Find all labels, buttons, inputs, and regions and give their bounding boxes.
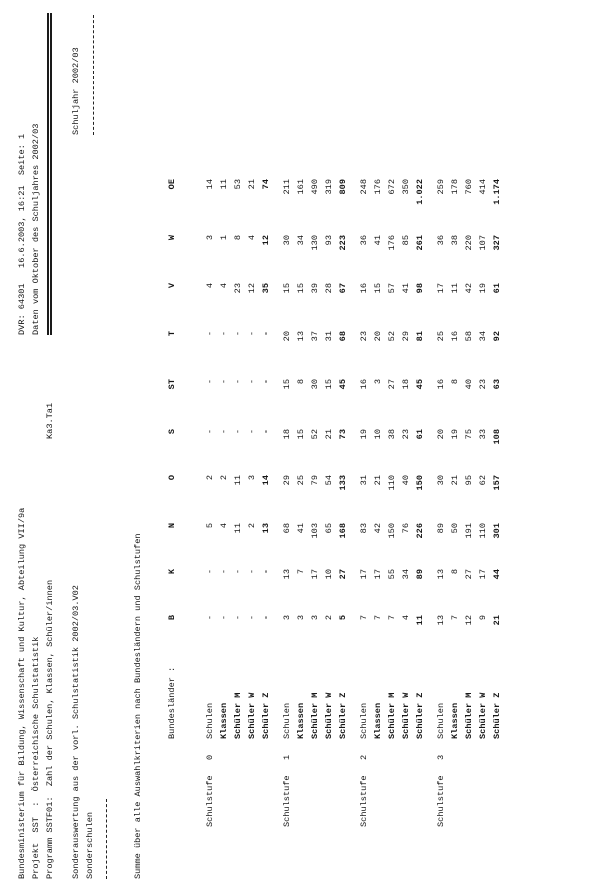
schuljahr-label: Schuljahr 2002/03	[71, 47, 81, 135]
table-cell: 108	[492, 429, 502, 445]
table-cell: 17	[436, 283, 446, 294]
table-cell: 27	[387, 379, 397, 390]
row-label: Schulen	[205, 702, 215, 739]
table-cell: -	[219, 331, 229, 337]
table-cell: -	[247, 615, 257, 621]
table-cell: 3	[373, 379, 383, 385]
table-cell: 63	[492, 379, 502, 390]
row-label: Schulen	[282, 702, 292, 739]
header-double-rule	[47, 13, 49, 335]
table-cell: 13	[282, 569, 292, 580]
table-cell: 81	[415, 331, 425, 342]
row-label: Schüler Z	[261, 692, 271, 739]
table-cell: 68	[338, 331, 348, 342]
schuljahr-underline	[93, 15, 94, 135]
table-cell: 55	[387, 569, 397, 580]
table-cell: 7	[387, 615, 397, 621]
table-cell: 8	[450, 569, 460, 575]
table-cell: 41	[373, 235, 383, 246]
table-cell: 17	[310, 569, 320, 580]
table-cell: -	[247, 331, 257, 337]
table-cell: 168	[338, 523, 348, 539]
table-cell: 50	[450, 523, 460, 534]
dvr-line: DVR: 64301 16.6.2003, 16:21 Seite: 1	[17, 133, 27, 335]
column-header-st: ST	[167, 379, 177, 390]
table-cell: 248	[359, 179, 369, 195]
table-cell: 20	[436, 429, 446, 440]
table-cell: 28	[324, 283, 334, 294]
table-cell: 110	[387, 475, 397, 491]
table-cell: 19	[478, 283, 488, 294]
table-cell: -	[261, 615, 271, 621]
table-cell: 350	[401, 179, 411, 195]
table-id: Ka3.Ta1	[45, 402, 55, 439]
table-cell: 672	[387, 179, 397, 195]
table-cell: 15	[296, 429, 306, 440]
column-header-w: W	[167, 235, 177, 241]
row-label: Schüler M	[464, 692, 474, 739]
table-cell: 34	[401, 569, 411, 580]
table-cell: 30	[436, 475, 446, 486]
table-cell: 39	[310, 283, 320, 294]
table-cell: 13	[296, 331, 306, 342]
table-cell: 319	[324, 179, 334, 195]
table-cell: 31	[359, 475, 369, 486]
table-cell: 75	[464, 429, 474, 440]
row-label: Schüler Z	[492, 692, 502, 739]
table-cell: 34	[478, 331, 488, 342]
table-cell: 62	[478, 475, 488, 486]
table-cell: -	[219, 615, 229, 621]
table-cell: 14	[205, 179, 215, 190]
table-cell: 79	[310, 475, 320, 486]
table-cell: -	[233, 429, 243, 435]
column-header-s: S	[167, 429, 177, 435]
row-label: Schüler W	[478, 692, 488, 739]
table-cell: 29	[401, 331, 411, 342]
table-cell: -	[205, 615, 215, 621]
table-cell: 11	[233, 523, 243, 534]
table-cell: 38	[450, 235, 460, 246]
table-cell: -	[247, 569, 257, 575]
table-cell: 93	[324, 235, 334, 246]
row-label: Schulen	[436, 702, 446, 739]
table-cell: 30	[310, 379, 320, 390]
table-cell: 5	[338, 615, 348, 621]
table-cell: -	[233, 569, 243, 575]
table-cell: 103	[310, 523, 320, 539]
table-cell: 14	[261, 475, 271, 486]
table-cell: 38	[387, 429, 397, 440]
table-cell: 259	[436, 179, 446, 195]
table-cell: 5	[205, 523, 215, 529]
table-cell: 45	[415, 379, 425, 390]
table-cell: 12	[261, 235, 271, 246]
table-cell: 13	[436, 615, 446, 626]
table-cell: 68	[282, 523, 292, 534]
table-cell: 31	[324, 331, 334, 342]
table-cell: 35	[261, 283, 271, 294]
table-cell: 226	[415, 523, 425, 539]
table-cell: 2	[247, 523, 257, 529]
table-cell: 13	[436, 569, 446, 580]
table-cell: 57	[387, 283, 397, 294]
table-cell: 8	[296, 379, 306, 385]
table-cell: 30	[282, 235, 292, 246]
table-cell: -	[205, 379, 215, 385]
column-header-oe: OE	[167, 179, 177, 190]
group-label: Schulstufe 2	[359, 754, 369, 827]
table-cell: 27	[464, 569, 474, 580]
table-cell: -	[247, 429, 257, 435]
table-cell: 44	[492, 569, 502, 580]
table-cell: 61	[492, 283, 502, 294]
table-cell: 19	[450, 429, 460, 440]
table-cell: 12	[247, 283, 257, 294]
table-cell: 3	[205, 235, 215, 241]
table-cell: 16	[450, 331, 460, 342]
table-cell: 85	[401, 235, 411, 246]
table-cell: 2	[205, 475, 215, 481]
table-cell: 21	[247, 179, 257, 190]
table-cell: 178	[450, 179, 460, 195]
table-cell: 17	[478, 569, 488, 580]
table-cell: 40	[464, 379, 474, 390]
group-label: Schulstufe 3	[436, 754, 446, 827]
project-line: Projekt SST : Österreichische Schulstatistik	[31, 636, 41, 879]
row-label: Schüler W	[401, 692, 411, 739]
row-label: Klassen	[219, 702, 229, 739]
table-cell: 261	[415, 235, 425, 251]
table-cell: 327	[492, 235, 502, 251]
table-cell: 760	[464, 179, 474, 195]
table-cell: 15	[373, 283, 383, 294]
table-cell: 20	[282, 331, 292, 342]
table-cell: 133	[338, 475, 348, 491]
table-cell: 1.174	[492, 179, 502, 205]
program-line: Programm SSTF01: Zahl der Schulen, Klassen, Schüler/innen	[45, 579, 55, 879]
row-label: Schulen	[359, 702, 369, 739]
table-cell: 58	[464, 331, 474, 342]
table-cell: 150	[415, 475, 425, 491]
summary-line: Summe über alle Auswahlkriterien nach Bundesländern und Schulstufen	[133, 533, 143, 879]
table-cell: 18	[282, 429, 292, 440]
group-label: Schulstufe 1	[282, 754, 292, 827]
row-label: Schüler Z	[415, 692, 425, 739]
table-cell: 161	[296, 179, 306, 195]
table-cell: 176	[387, 235, 397, 251]
table-cell: 7	[359, 615, 369, 621]
table-cell: 809	[338, 179, 348, 195]
table-cell: 4	[219, 523, 229, 529]
row-label: Klassen	[296, 702, 306, 739]
table-cell: 83	[359, 523, 369, 534]
table-cell: -	[205, 429, 215, 435]
table-cell: 67	[338, 283, 348, 294]
table-cell: 42	[464, 283, 474, 294]
table-cell: 3	[282, 615, 292, 621]
table-cell: 7	[450, 615, 460, 621]
table-cell: 150	[387, 523, 397, 539]
table-cell: 4	[219, 283, 229, 289]
row-label: Schüler M	[310, 692, 320, 739]
table-cell: 36	[359, 235, 369, 246]
table-cell: 52	[310, 429, 320, 440]
table-cell: -	[205, 569, 215, 575]
table-cell: 1.022	[415, 179, 425, 205]
table-cell: 11	[415, 615, 425, 626]
table-cell: 73	[338, 429, 348, 440]
table-cell: 110	[478, 523, 488, 539]
table-cell: 9	[478, 615, 488, 621]
corner-label: Bundesländer :	[167, 666, 177, 739]
table-cell: 7	[296, 569, 306, 575]
table-cell: 10	[373, 429, 383, 440]
table-cell: 157	[492, 475, 502, 491]
column-header-k: K	[167, 569, 177, 575]
table-cell: 4	[247, 235, 257, 241]
ministry-line: Bundesministerium für Bildung, Wissenschaft und Kultur, Abteilung VII/9a	[17, 507, 27, 879]
table-cell: 89	[436, 523, 446, 534]
table-cell: 54	[324, 475, 334, 486]
column-header-v: V	[167, 283, 177, 289]
table-cell: 61	[415, 429, 425, 440]
table-cell: 490	[310, 179, 320, 195]
table-cell: 1	[219, 235, 229, 241]
table-cell: 16	[436, 379, 446, 390]
table-cell: 11	[219, 179, 229, 190]
table-cell: -	[233, 379, 243, 385]
table-cell: -	[261, 331, 271, 337]
table-cell: 107	[478, 235, 488, 251]
table-cell: 89	[415, 569, 425, 580]
table-cell: 11	[450, 283, 460, 294]
table-cell: 40	[401, 475, 411, 486]
table-cell: 16	[359, 283, 369, 294]
table-cell: -	[233, 615, 243, 621]
table-cell: 52	[387, 331, 397, 342]
table-cell: 191	[464, 523, 474, 539]
table-cell: 21	[492, 615, 502, 626]
table-cell: -	[233, 331, 243, 337]
row-label: Schüler W	[247, 692, 257, 739]
table-cell: 23	[401, 429, 411, 440]
table-cell: 92	[492, 331, 502, 342]
table-cell: 42	[373, 523, 383, 534]
table-cell: 130	[310, 235, 320, 251]
table-cell: 23	[359, 331, 369, 342]
table-cell: 53	[233, 179, 243, 190]
row-label: Klassen	[450, 702, 460, 739]
table-cell: -	[261, 379, 271, 385]
sonderschulen-label: Sonderschulen	[85, 811, 95, 879]
table-cell: 18	[401, 379, 411, 390]
table-cell: 301	[492, 523, 502, 539]
column-header-t: T	[167, 331, 177, 337]
table-cell: -	[219, 429, 229, 435]
table-cell: 223	[338, 235, 348, 251]
table-cell: 176	[373, 179, 383, 195]
table-cell: -	[205, 331, 215, 337]
table-cell: 220	[464, 235, 474, 251]
table-cell: 414	[478, 179, 488, 195]
sonderauswertung-line: Sonderauswertung aus der vorl. Schulstatistik 2002/03.V02	[71, 585, 81, 879]
table-cell: 98	[415, 283, 425, 294]
row-label: Schüler Z	[338, 692, 348, 739]
table-cell: 19	[359, 429, 369, 440]
table-cell: 4	[205, 283, 215, 289]
table-cell: 41	[296, 523, 306, 534]
table-cell: 27	[338, 569, 348, 580]
table-cell: 11	[233, 475, 243, 486]
table-cell: 3	[296, 615, 306, 621]
table-cell: 15	[282, 283, 292, 294]
table-cell: 12	[464, 615, 474, 626]
table-cell: 21	[373, 475, 383, 486]
table-cell: 45	[338, 379, 348, 390]
table-cell: -	[261, 569, 271, 575]
table-cell: 16	[359, 379, 369, 390]
column-header-b: B	[167, 615, 177, 621]
table-cell: 8	[450, 379, 460, 385]
table-cell: -	[219, 569, 229, 575]
sonderschulen-underline	[106, 799, 107, 879]
table-cell: 17	[373, 569, 383, 580]
table-cell: 23	[478, 379, 488, 390]
table-cell: 15	[296, 283, 306, 294]
table-cell: -	[247, 379, 257, 385]
table-cell: 3	[310, 615, 320, 621]
column-header-n: N	[167, 523, 177, 529]
table-cell: 8	[233, 235, 243, 241]
row-label: Schüler M	[233, 692, 243, 739]
table-cell: 211	[282, 179, 292, 195]
table-cell: 41	[401, 283, 411, 294]
table-cell: 20	[373, 331, 383, 342]
table-cell: 76	[401, 523, 411, 534]
data-date-line: Daten vom Oktober des Schuljahres 2002/03	[31, 123, 41, 335]
table-cell: 17	[359, 569, 369, 580]
table-cell: 25	[436, 331, 446, 342]
table-cell: 95	[464, 475, 474, 486]
table-cell: 15	[324, 379, 334, 390]
table-cell: 21	[324, 429, 334, 440]
table-cell: 74	[261, 179, 271, 190]
table-cell: 7	[373, 615, 383, 621]
table-cell: 29	[282, 475, 292, 486]
row-label: Klassen	[373, 702, 383, 739]
table-cell: 15	[282, 379, 292, 390]
group-label: Schulstufe 0	[205, 754, 215, 827]
table-cell: 2	[219, 475, 229, 481]
row-label: Schüler W	[324, 692, 334, 739]
table-cell: 36	[436, 235, 446, 246]
table-cell: 10	[324, 569, 334, 580]
table-cell: 21	[450, 475, 460, 486]
table-cell: 23	[233, 283, 243, 294]
table-cell: 25	[296, 475, 306, 486]
table-cell: 2	[324, 615, 334, 621]
table-cell: 37	[310, 331, 320, 342]
header-double-rule-2	[50, 13, 52, 335]
column-header-o: O	[167, 475, 177, 481]
table-cell: 33	[478, 429, 488, 440]
table-cell: 4	[401, 615, 411, 621]
row-label: Schüler M	[387, 692, 397, 739]
table-cell: -	[219, 379, 229, 385]
table-cell: 13	[261, 523, 271, 534]
table-cell: -	[261, 429, 271, 435]
table-cell: 3	[247, 475, 257, 481]
table-cell: 65	[324, 523, 334, 534]
table-cell: 34	[296, 235, 306, 246]
